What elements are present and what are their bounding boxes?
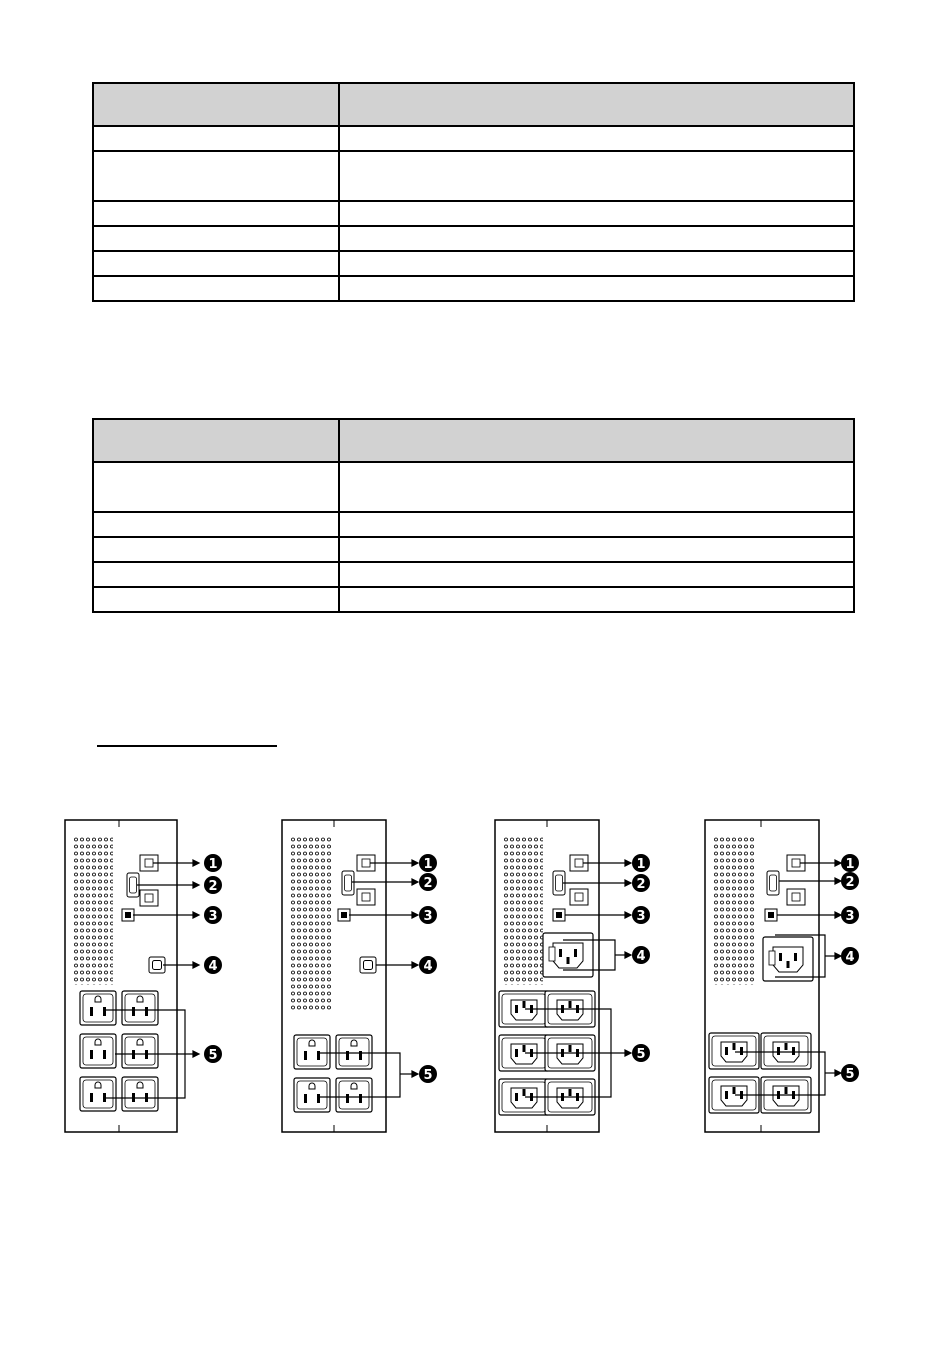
nema-outlet-icon [122, 991, 158, 1025]
svg-text:3: 3 [845, 909, 855, 924]
breaker-icon [360, 957, 376, 973]
table-cell [93, 562, 339, 587]
callout-badge [204, 1045, 222, 1063]
rj45-port-icon [357, 889, 375, 905]
table-row [93, 251, 854, 276]
table-cell [93, 251, 339, 276]
callout-badge [632, 946, 650, 964]
svg-text:1: 1 [636, 857, 646, 872]
svg-text:4: 4 [423, 959, 433, 974]
table-cell [93, 512, 339, 537]
spec-table-2 [92, 418, 855, 613]
callout-badge [204, 854, 222, 872]
table-row [93, 587, 854, 612]
table-row [93, 537, 854, 562]
db9-serial-port-icon [342, 871, 354, 895]
callout-badge [204, 956, 222, 974]
rj45-port-icon [570, 889, 588, 905]
rear-panel-2 [272, 815, 452, 1145]
nema-outlet-icon [80, 1034, 116, 1068]
table-cell [339, 562, 854, 587]
table-cell [339, 276, 854, 301]
table-cell [93, 462, 339, 512]
table-cell [93, 226, 339, 251]
callout-badge [419, 906, 437, 924]
db9-serial-port-icon [767, 871, 779, 895]
table-cell [93, 126, 339, 151]
table-row [93, 462, 854, 512]
usb-port-icon [553, 909, 565, 921]
svg-text:2: 2 [845, 875, 855, 890]
svg-text:2: 2 [208, 879, 218, 894]
svg-text:5: 5 [845, 1067, 855, 1082]
iec-c13-outlet-icon [709, 1033, 759, 1069]
svg-text:4: 4 [845, 950, 855, 965]
rear-panel-1 [55, 815, 235, 1145]
nema-outlet-icon [122, 1034, 158, 1068]
table-row [93, 512, 854, 537]
svg-text:1: 1 [423, 857, 433, 872]
table-cell [93, 537, 339, 562]
callout-badge [204, 876, 222, 894]
section-heading-underline [97, 745, 277, 747]
callout-badge [419, 873, 437, 891]
table-cell [339, 419, 854, 462]
svg-text:5: 5 [423, 1068, 433, 1083]
table-cell [339, 512, 854, 537]
callout-badge [419, 956, 437, 974]
svg-text:5: 5 [636, 1047, 646, 1062]
callout-badge [841, 872, 859, 890]
table-cell [339, 251, 854, 276]
table-cell [339, 226, 854, 251]
callout-badge [841, 947, 859, 965]
svg-text:1: 1 [845, 857, 855, 872]
callout-badge [841, 854, 859, 872]
svg-text:1: 1 [208, 857, 218, 872]
rear-panel-4 [695, 815, 875, 1145]
vent-grille-icon [503, 835, 543, 985]
breaker-icon [149, 957, 165, 973]
callout-badge [419, 1065, 437, 1083]
svg-text:5: 5 [208, 1048, 218, 1063]
svg-text:2: 2 [423, 876, 433, 891]
table-cell [339, 126, 854, 151]
table-cell [93, 276, 339, 301]
table-row [93, 201, 854, 226]
callout-badge [204, 906, 222, 924]
svg-text:3: 3 [208, 909, 218, 924]
nema-outlet-icon [80, 991, 116, 1025]
svg-text:4: 4 [636, 949, 646, 964]
table-cell [339, 83, 854, 126]
svg-text:2: 2 [636, 877, 646, 892]
iec-c13-outlet-icon [761, 1033, 811, 1069]
usb-port-icon [122, 909, 134, 921]
nema-outlet-icon [294, 1035, 330, 1069]
table-cell [93, 201, 339, 226]
rj45-port-icon [140, 890, 158, 906]
vent-grille-icon [73, 835, 113, 985]
table-cell [339, 151, 854, 201]
svg-text:3: 3 [423, 909, 433, 924]
svg-text:4: 4 [208, 959, 218, 974]
callout-badge [419, 854, 437, 872]
callout-badge [841, 906, 859, 924]
table-cell [339, 537, 854, 562]
table-row [93, 151, 854, 201]
table-row [93, 276, 854, 301]
callout-badge [632, 906, 650, 924]
table-cell [93, 83, 339, 126]
callout-badge [841, 1064, 859, 1082]
table-cell [93, 587, 339, 612]
table-cell [339, 201, 854, 226]
nema-outlet-icon [122, 1077, 158, 1111]
spec-table-1 [92, 82, 855, 302]
rear-panel-3 [485, 815, 665, 1145]
table-cell [339, 462, 854, 512]
table-cell [339, 587, 854, 612]
nema-outlet-icon [294, 1078, 330, 1112]
usb-port-icon [765, 909, 777, 921]
callout-badge [632, 874, 650, 892]
callout-badge [632, 854, 650, 872]
iec-c14-inlet-icon [763, 937, 813, 981]
usb-port-icon [338, 909, 350, 921]
table-row [93, 126, 854, 151]
table-row [93, 226, 854, 251]
nema-outlet-icon [80, 1077, 116, 1111]
nema-outlet-icon [336, 1078, 372, 1112]
table-row [93, 562, 854, 587]
table-cell [93, 151, 339, 201]
table-cell [93, 419, 339, 462]
svg-text:3: 3 [636, 909, 646, 924]
vent-grille-icon [713, 835, 755, 985]
nema-outlet-icon [336, 1035, 372, 1069]
table-header-row [93, 419, 854, 462]
callout-badge [632, 1044, 650, 1062]
rj45-port-icon [787, 889, 805, 905]
table-header-row [93, 83, 854, 126]
vent-grille-icon [290, 835, 332, 1010]
